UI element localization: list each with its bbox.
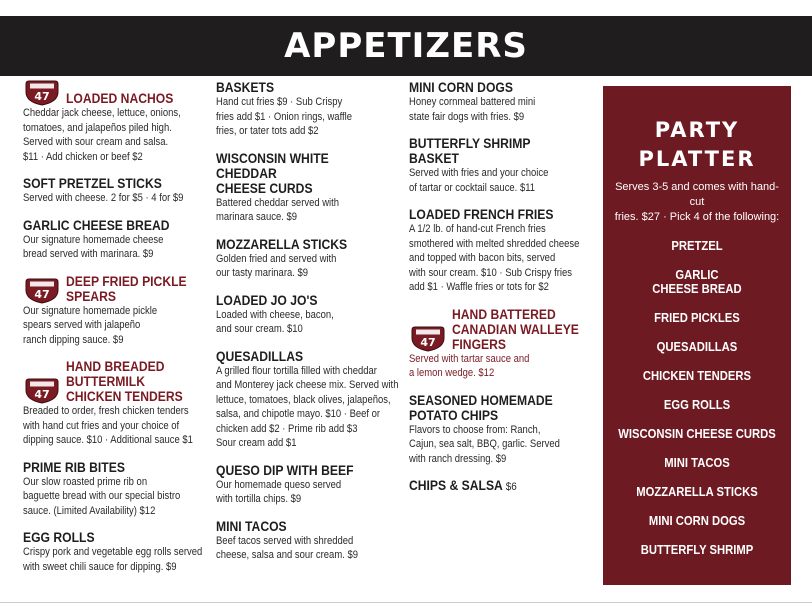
platter-item: PRETZEL	[671, 239, 723, 253]
menu-item	[409, 478, 597, 495]
menu-item-description: Our signature homemade pickle spears served with jalapeño ranch dipping sauce. $9	[23, 304, 158, 346]
menu-item	[409, 307, 597, 381]
platter-item: MOZZARELLA STICKS	[636, 485, 758, 499]
menu-item-title: QUESADILLAS	[216, 348, 304, 364]
menu-item-description: Our homemade queso served with tortilla chips. $9	[216, 478, 342, 505]
menu-item-title: LOADED JO JO'S	[216, 292, 318, 308]
menu-item-header	[409, 307, 597, 352]
platter-item: FRIED PICKLES	[654, 311, 740, 325]
menu-item-header	[23, 274, 211, 304]
menu-item	[216, 237, 404, 281]
menu-column-1	[23, 80, 211, 586]
platter-item: WISCONSIN CHEESE CURDS	[618, 427, 776, 441]
menu-item	[409, 80, 597, 124]
menu-item-title: SEASONED HOMEMADE POTATO CHIPS	[409, 392, 553, 423]
svg-text:47: 47	[34, 287, 50, 301]
svg-text:47: 47	[420, 335, 436, 349]
menu-column-2	[216, 80, 404, 575]
menu-item-title: LOADED NACHOS	[66, 91, 174, 106]
menu-item	[216, 463, 404, 507]
menu-item	[23, 359, 211, 448]
menu-item-title: BUTTERFLY SHRIMP BASKET	[409, 136, 531, 166]
platter-item: BUTTERFLY SHRIMP	[640, 543, 754, 557]
menu-item-title: HAND BATTERED CANADIAN WALLEYE FINGERS	[452, 306, 579, 352]
menu-item-title: MINI TACOS	[216, 518, 287, 534]
platter-item: QUESADILLAS	[656, 340, 738, 354]
menu-item	[23, 274, 211, 348]
bottom-divider	[0, 602, 812, 603]
menu-item-description: Served with fries and your choice of tartar or cocktail sauce. $11	[409, 167, 549, 194]
menu-item-title: HAND BREADED BUTTERMILK CHICKEN TENDERS	[66, 359, 183, 404]
menu-item-title: SOFT PRETZEL STICKS	[23, 176, 162, 191]
menu-item-title: BASKETS	[216, 80, 275, 95]
menu-item	[216, 349, 404, 451]
platter-item: MINI TACOS	[664, 456, 730, 470]
svg-text:47: 47	[34, 90, 50, 103]
menu-item-header	[23, 359, 211, 404]
menu-item-description: Served with cheese. 2 for $5 · 4 for $9	[23, 192, 184, 204]
menu-item-title: MOZZARELLA STICKS	[216, 236, 348, 252]
menu-item-title: MINI CORN DOGS	[409, 80, 513, 95]
menu-item	[23, 530, 211, 574]
platter-item: GARLIC CHEESE BREAD	[652, 268, 742, 296]
menu-item-description: Beef tacos served with shredded cheese, salsa and sour cream. $9	[216, 534, 358, 561]
menu-item	[409, 136, 597, 195]
menu-item-description: A 1/2 lb. of hand-cut French fries smothered with melted shredded cheese and topped with bacon bits, served with sour cream. $10 · Sub Crispy fries add $1 · Waffle fries or tots for $2	[409, 223, 580, 293]
platter-list	[603, 239, 791, 557]
menu-item-description: Crispy pork and vegetable egg rolls served with sweet chili sauce for dipping. $9	[23, 546, 203, 573]
menu-item	[409, 393, 597, 467]
party-platter-panel	[603, 86, 791, 585]
menu-item-description: Our signature homemade cheese bread served with marinara. $9	[23, 233, 164, 260]
menu-item-header	[23, 80, 211, 106]
menu-item	[23, 460, 211, 519]
platter-title: PARTY PLATTER	[638, 118, 756, 171]
platter-subtitle: Serves 3-5 and comes with hand-cut fries. $27 · Pick 4 of the following:	[614, 181, 780, 223]
route-47-icon	[23, 378, 61, 404]
menu-item-description: Served with tartar sauce and a lemon wedge. $12	[409, 352, 530, 379]
menu-item-title: CHIPS & SALSA $6	[409, 478, 517, 493]
svg-text:47: 47	[34, 388, 50, 401]
menu-item	[23, 80, 211, 164]
menu-item	[216, 519, 404, 563]
menu-item	[216, 151, 404, 225]
platter-item: MINI CORN DOGS	[648, 514, 746, 528]
menu-item-description: Cheddar jack cheese, lettuce, onions, tomatoes, and jalapeños piled high. Served with sour cream and salsa. $11 · Add chicken or beef $2	[23, 107, 181, 163]
menu-item-title: GARLIC CHEESE BREAD	[23, 217, 170, 233]
menu-item-description: Honey cornmeal battered mini state fair dogs with fries. $9	[409, 96, 536, 123]
page-title: APPETIZERS	[284, 26, 528, 66]
menu-item	[23, 176, 211, 206]
menu-item-title: QUESO DIP WITH BEEF	[216, 462, 354, 478]
route-47-icon	[23, 80, 61, 106]
menu-item-title: EGG ROLLS	[23, 530, 95, 545]
route-47-icon	[23, 278, 61, 304]
header-banner	[0, 16, 812, 76]
menu-item-description: Battered cheddar served with marinara sauce. $9	[216, 196, 340, 223]
menu-item	[216, 80, 404, 139]
menu-item-title: WISCONSIN WHITE CHEDDAR CHEESE CURDS	[216, 150, 329, 196]
route-47-icon	[409, 326, 447, 352]
platter-item: EGG ROLLS	[663, 398, 731, 412]
menu-item-description: Breaded to order, fresh chicken tenders with hand cut fries and your choice of dipping sauce. $10 · Additional sauce $1	[23, 405, 193, 446]
platter-item: CHICKEN TENDERS	[642, 369, 752, 383]
menu-item-description: Flavors to choose from: Ranch, Cajun, sea salt, BBQ, garlic. Served with ranch dressing. $9	[409, 423, 560, 465]
menu-item	[216, 293, 404, 337]
menu-item	[23, 218, 211, 262]
menu-item-description: Hand cut fries $9 · Sub Crispy fries add $1 · Onion rings, waffle fries, or tater tots add $2	[216, 96, 353, 137]
menu-item-title: PRIME RIB BITES	[23, 459, 125, 475]
menu-item-price: $6	[505, 481, 517, 493]
menu-item-title: DEEP FRIED PICKLE SPEARS	[66, 273, 187, 304]
menu-item-description: A grilled flour tortilla filled with cheddar and Monterey jack cheese mix. Served with lettuce, tomatoes, black olives, jalapeños, salsa, and chipotle mayo. $10 · Beef or chicken add $2 · Prime rib add $3 Sour cream add $1	[216, 364, 399, 449]
menu-item-description: Loaded with cheese, bacon, and sour cream. $10	[216, 308, 334, 335]
menu-item-title: LOADED FRENCH FRIES	[409, 207, 554, 222]
menu-item-description: Our slow roasted prime rib on baguette bread with our special bistro sauce. (Limited Availability) $12	[23, 475, 181, 517]
menu-column-3	[409, 80, 597, 507]
menu-item-description: Golden fried and served with our tasty marinara. $9	[216, 252, 337, 279]
menu-item	[409, 207, 597, 295]
